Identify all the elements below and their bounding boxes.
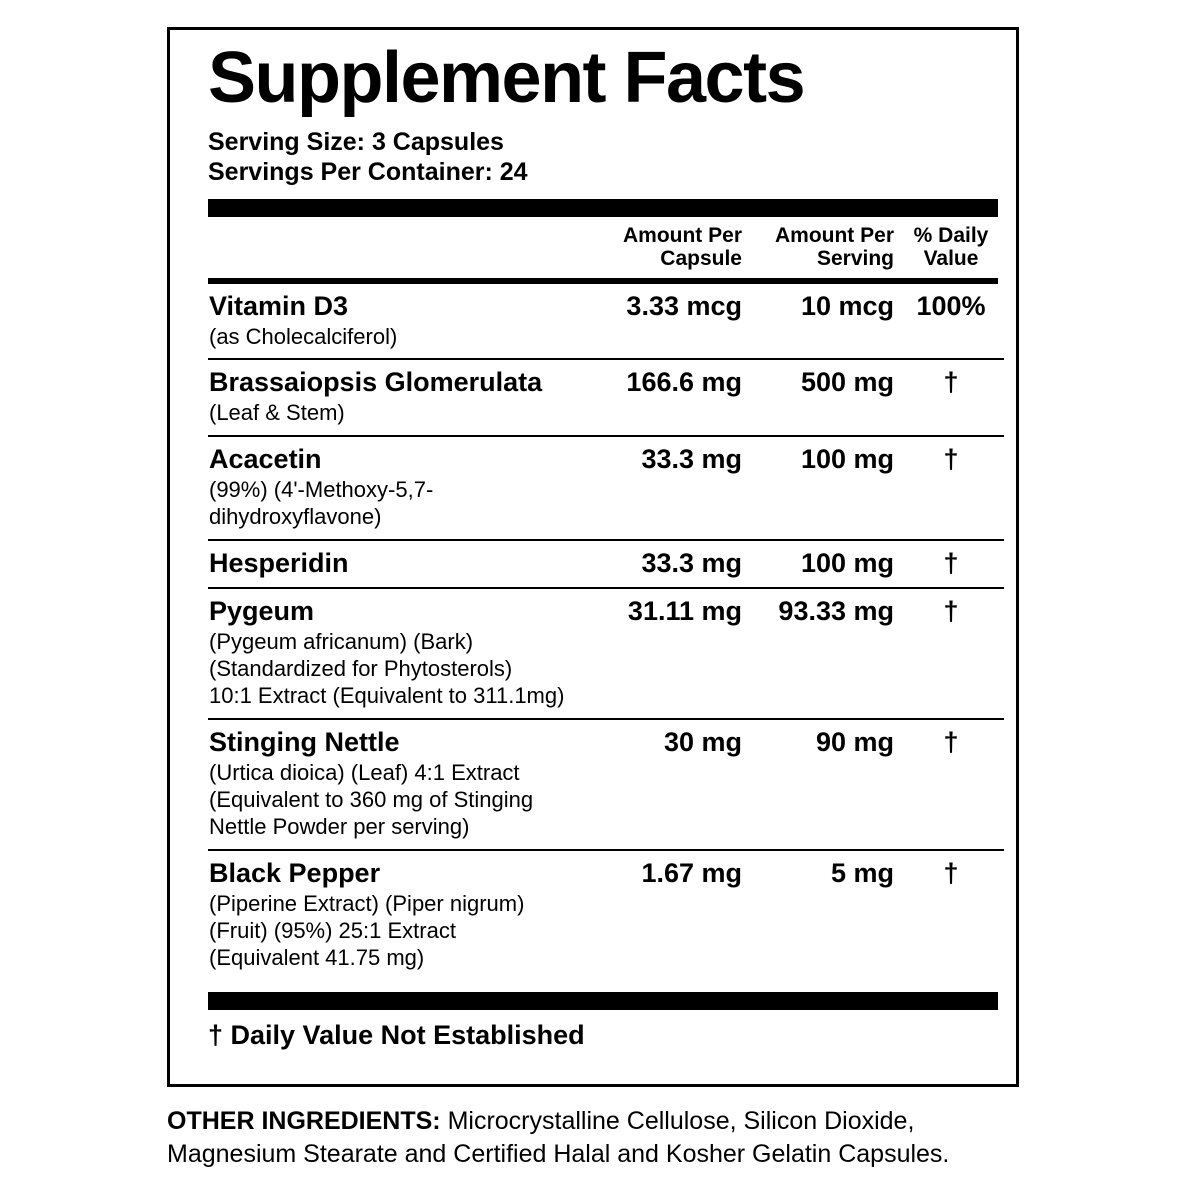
servings-per-container: Servings Per Container: 24 [208,157,528,186]
header-amount-per-serving-text: Amount Per Serving [774,224,894,271]
supplement-facts-panel [167,27,1019,1087]
nutrient-amount-per-capsule: 3.33 mcg [588,284,748,360]
nutrient-name: Brassaiopsis Glomerulata [209,367,543,398]
nutrient-amount-per-serving: 93.33 mg [748,588,898,719]
nutrient-daily-value: 100% [898,284,1004,360]
nutrient-daily-value: † [898,359,1004,436]
nutrient-description: (Piperine Extract) (Piper nigrum) (Fruit) (95%) 25:1 Extract (Equivalent 41.75 mg) [209,890,525,971]
nutrient-name: Pygeum [209,595,315,626]
nutrient-daily-value: † [898,588,1004,719]
nutrient-amount-per-serving: 5 mg [830,857,894,888]
nutrient-rows-body [208,284,1004,980]
nutrient-daily-value: † [898,719,1004,850]
nutrient-amount-per-capsule: 30 mg [588,719,748,850]
header-daily-value [898,217,1004,277]
other-ingredients-text: Microcrystalline Cellulose, Silicon Dioxide, Magnesium Stearate and Certified Halal and Kosher Gelatin Capsules. [167,1107,950,1168]
other-ingredients [167,1105,1047,1171]
nutrient-name-cell [208,719,588,850]
nutrient-amount-per-capsule: 33.3 mg [588,540,748,588]
nutrient-amount-per-capsule: 31.11 mg [588,588,748,719]
nutrient-name-cell [208,436,588,540]
header-amount-per-capsule [588,217,748,277]
nutrient-name-cell [208,359,588,436]
nutrient-name: Vitamin D3 [209,290,349,321]
table-header-row [208,217,1004,277]
table-row [208,588,1004,719]
nutrient-daily-value: † [898,540,1004,588]
nutrient-daily-value: † [943,857,959,888]
table-row [208,284,1004,360]
daily-value-footnote: † Daily Value Not Established [208,1019,585,1050]
nutrient-amount-per-serving: 90 mg [748,719,898,850]
table-row [208,540,1004,588]
nutrient-name-cell [208,588,588,719]
header-daily-value-text: % Daily Value [913,224,989,271]
nutrient-name-cell [208,540,588,588]
nutrient-name-cell [208,284,588,360]
nutrient-name-cell [208,850,588,980]
table-row [208,359,1004,436]
table-row [208,719,1004,850]
nutrient-table [208,217,1004,277]
divider-thick-bottom [208,992,998,1010]
table-row [208,436,1004,540]
nutrient-amount-per-capsule: 166.6 mg [588,359,748,436]
panel-title: Supplement Facts [208,38,805,118]
nutrient-amount-per-serving: 100 mg [748,436,898,540]
nutrient-amount-per-serving: 500 mg [748,359,898,436]
nutrient-amount-per-serving: 10 mcg [748,284,898,360]
other-ingredients-label: OTHER INGREDIENTS: [167,1107,441,1135]
nutrient-amount-per-capsule: 1.67 mg [641,857,742,888]
header-name [208,217,588,277]
divider-thick-top [208,199,998,217]
nutrient-description: (Pygeum africanum) (Bark) (Standardized for Phytosterols) 10:1 Extract (Equivalent to 311.1mg) [209,628,565,709]
nutrient-name: Stinging Nettle [209,726,400,757]
nutrient-description: (as Cholecalciferol) [209,323,398,349]
nutrient-amount-per-capsule: 33.3 mg [588,436,748,540]
nutrient-amount-per-serving: 100 mg [748,540,898,588]
serving-size: Serving Size: 3 Capsules [208,128,504,157]
header-amount-per-serving [748,217,898,277]
nutrient-name: Hesperidin [209,547,349,578]
nutrient-daily-value: † [898,436,1004,540]
nutrient-name: Acacetin [209,443,322,474]
nutrient-name: Black Pepper [209,857,381,888]
nutrient-description: (Leaf & Stem) [209,400,345,426]
serving-info [208,128,998,187]
header-amount-per-capsule-text: Amount Per Capsule [622,224,742,271]
table-row [208,850,1004,980]
nutrient-description: (99%) (4'-Methoxy-5,7-dihydroxyflavone) [209,476,434,530]
nutrient-rows [208,284,1004,980]
nutrient-description: (Urtica dioica) (Leaf) 4:1 Extract (Equivalent to 360 mg of Stinging Nettle Powder per serving) [209,759,534,840]
